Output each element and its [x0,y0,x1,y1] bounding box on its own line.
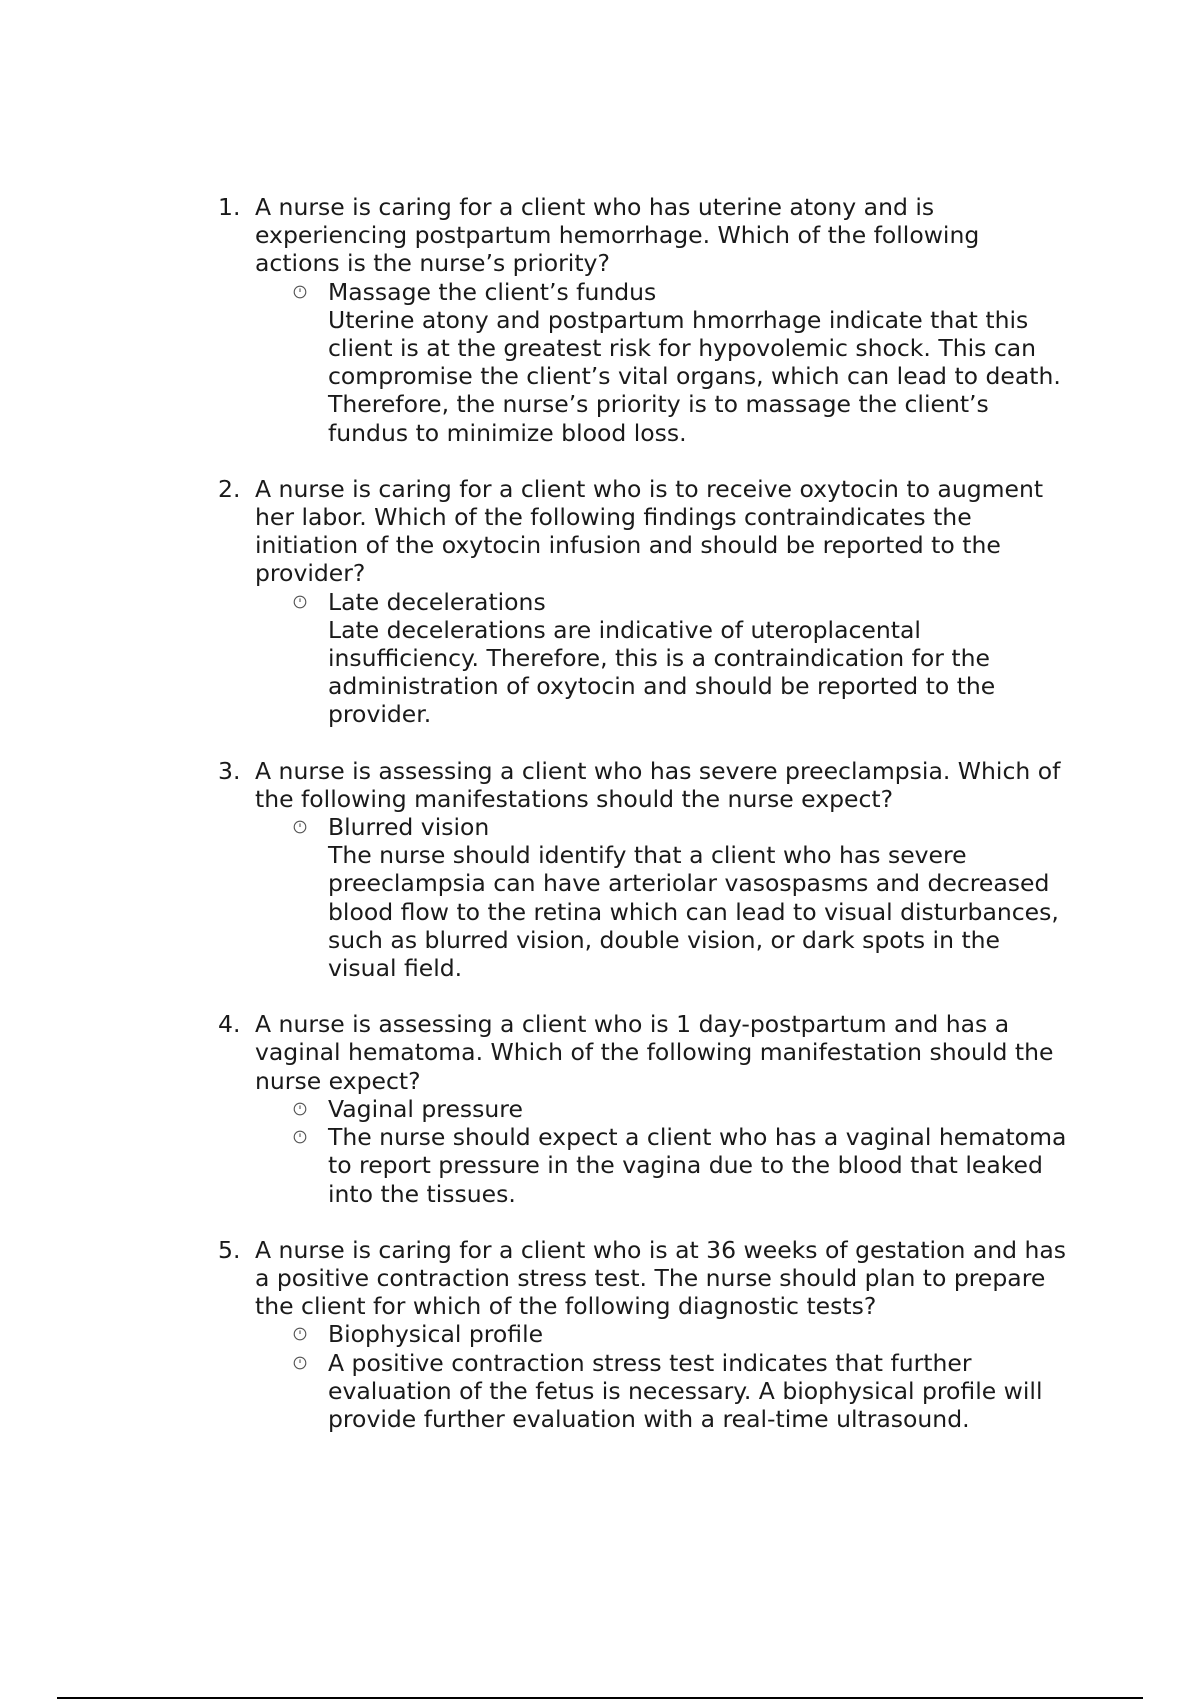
rationale-text: The nurse should expect a client who has a vaginal hematoma to report pressure in the vagina due to the blood that leaked into the tissues. [328,1123,1067,1208]
rationale-text: A positive contraction stress test indicates that further evaluation of the fetus is necessary. A biophysical profile will provide further evaluation with a real-time ultrasound. [328,1348,1043,1433]
answer-list [255,1095,1068,1208]
rationale-text: Uterine atony and postpartum hmorrhage indicate that this client is at the greatest risk for hypovolemic shock. This can compromise the client’s vital organs, which can lead to death. Therefore, the nurse’s priority is to massage the client’s fundus to minimize blood loss. [328,305,1061,447]
question-item [218,475,1068,729]
answer-text: Biophysical profile [328,1320,544,1349]
answer-item [328,278,1068,447]
answer-text: Vaginal pressure [328,1094,523,1123]
answer-item [328,813,1068,982]
question-number: 5. [218,1235,241,1264]
answer-item [328,588,1068,729]
question-number: 4. [218,1010,241,1039]
answer-text: Massage the client’s fundus [328,277,657,306]
question-item [218,193,1068,447]
answer-text: Blurred vision [328,813,490,842]
answer-list [255,278,1068,447]
footer-divider [57,1697,1143,1699]
question-number: 1. [218,193,241,221]
answer-item [328,1095,1068,1123]
question-text: A nurse is assessing a client who has severe preeclampsia. Which of the following manifestations should the nurse expect? [255,756,1061,813]
answer-item [328,1349,1068,1434]
question-list [218,193,1068,1461]
question-text: A nurse is caring for a client who is to receive oxytocin to augment her labor. Which of the following findings contraindicates the initiation of the oxytocin infusion and should be reported to the provider? [255,474,1044,588]
question-text: A nurse is caring for a client who has uterine atony and is experiencing postpartum hemorrhage. Which of the following actions is the nurse’s priority? [255,193,980,278]
clock-circle-icon [293,1102,307,1116]
question-item [218,1010,1068,1207]
question-number: 3. [218,756,241,785]
question-text: A nurse is caring for a client who is at 36 weeks of gestation and has a positive contraction stress test. The nurse should plan to prepare the client for which of the following diagnostic tests? [255,1235,1067,1321]
answer-item [328,1320,1068,1348]
rationale-text: The nurse should identify that a client who has severe preeclampsia can have arteriolar vasospasms and decreased blood flow to the retina which can lead to visual disturbances, such as blurred vision, double vision, or dark spots in the visual field. [328,841,1059,983]
answer-item [328,1123,1068,1208]
clock-circle-icon [293,1327,307,1341]
answer-list [255,1320,1068,1433]
answer-list [255,588,1068,729]
question-item [218,757,1068,983]
answer-list [255,813,1068,982]
question-number: 2. [218,474,241,503]
clock-circle-icon [293,1130,307,1144]
rationale-text: Late decelerations are indicative of uteroplacental insufficiency. Therefore, this is a contraindication for the administration of oxytocin and should be reported to the provider. [328,615,996,729]
clock-circle-icon [293,285,307,299]
question-text: A nurse is assessing a client who is 1 day-postpartum and has a vaginal hematoma. Which of the following manifestation should the nurse expect? [255,1010,1054,1095]
clock-circle-icon [293,1356,307,1370]
clock-circle-icon [293,595,307,609]
clock-circle-icon [293,820,307,834]
answer-text: Late decelerations [328,587,546,616]
question-item [218,1236,1068,1433]
